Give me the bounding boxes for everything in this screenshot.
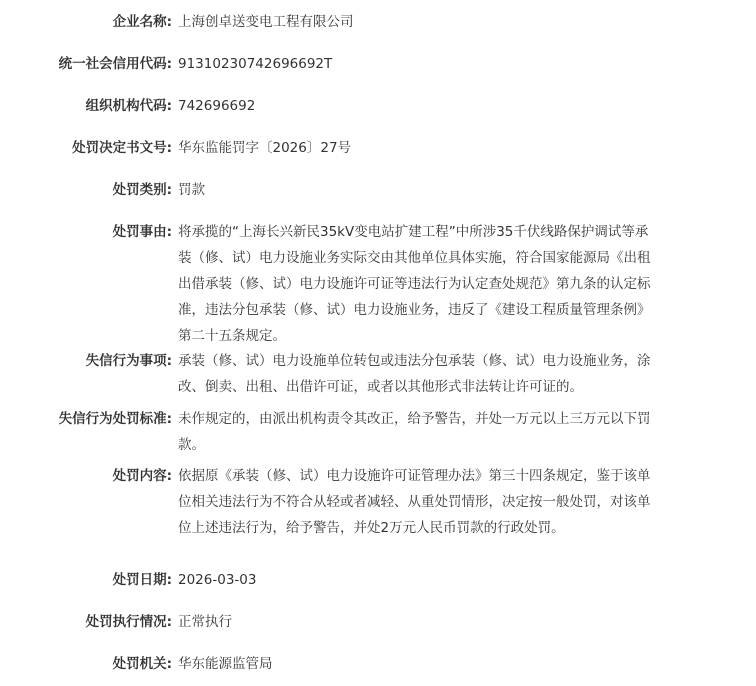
field-value: 华东能源监管局: [178, 656, 273, 672]
field-value: 未作规定的，由派出机构责令其改正，给予警告，并处一万元以上三万元以下罚款。: [178, 411, 651, 453]
field-value: 华东监能罚字〔2026〕27号: [178, 140, 352, 156]
field-label: 处罚决定书文号:: [72, 140, 172, 156]
field-label: 处罚日期:: [112, 572, 172, 588]
field-label: 处罚机关:: [112, 656, 172, 672]
field-label: 失信行为事项:: [85, 353, 172, 369]
field-label: 处罚内容:: [112, 468, 172, 484]
field-label: 处罚类别:: [112, 182, 172, 198]
field-value: 91310230742696692T: [178, 56, 333, 72]
field-label: 失信行为处罚标准:: [58, 411, 172, 427]
field-value: 2026-03-03: [178, 572, 257, 588]
field-label: 组织机构代码:: [85, 98, 172, 114]
field-label: 处罚事由:: [112, 224, 172, 240]
field-value: 742696692: [178, 98, 256, 114]
field-value: 上海创卓送变电工程有限公司: [178, 14, 354, 30]
field-value: 正常执行: [178, 614, 232, 630]
field-value: 将承揽的“上海长兴新民35kV变电站扩建工程”中所涉35千伏线路保护调试等承装（修、试）电力设施业务实际交由其他单位具体实施，符合国家能源局《出租出借承装（修、试）电力设施许可证等违法行为认定查处规范》第九条的认定标准，违法分包承装（修、试）电力设施业务，违反了《建设工程质量管理条例》第二十五条规定。: [178, 224, 651, 344]
field-value: 依据原《承装（修、试）电力设施许可证管理办法》第三十四条规定，鉴于该单位相关违法行为不符合从轻或者减轻、从重处罚情形，决定按一般处罚，对该单位上述违法行为，给予警告，并处2万元人民币罚款的行政处罚。: [178, 468, 651, 536]
field-label: 企业名称:: [112, 14, 172, 30]
field-value: 承装（修、试）电力设施单位转包或违法分包承装（修、试）电力设施业务，涂改、倒卖、出租、出借许可证，或者以其他形式非法转让许可证的。: [178, 353, 651, 395]
field-label: 处罚执行情况:: [85, 614, 172, 630]
field-label: 统一社会信用代码:: [58, 56, 172, 72]
field-value: 罚款: [178, 182, 205, 198]
